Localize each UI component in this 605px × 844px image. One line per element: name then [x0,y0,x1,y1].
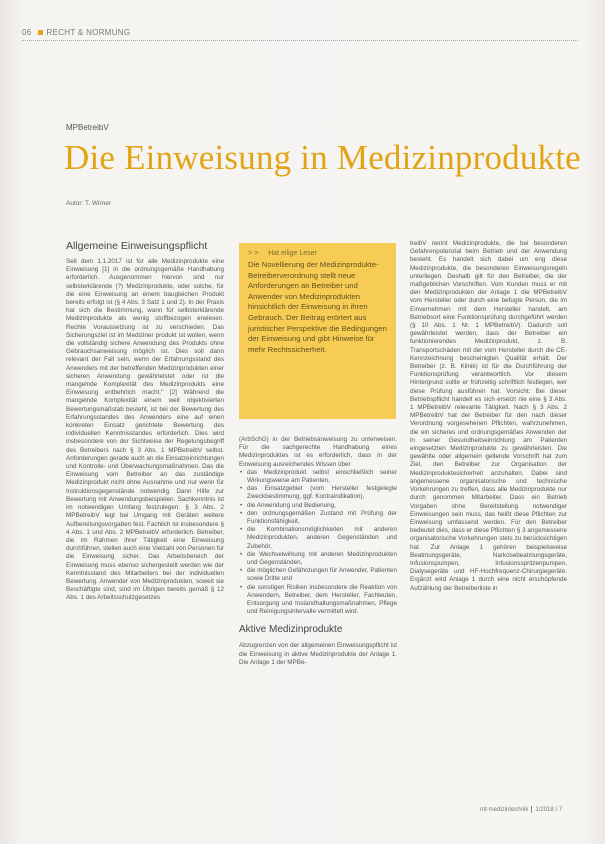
column-2 [239,436,397,667]
section-heading-allgemein: Allgemeine Einweisungspflicht [66,240,208,252]
list-item: • die möglichen Gefährdungen für Anwender, Patienten sowie Dritte und [247,567,397,583]
column-1-text: Seit dem 1.1.2017 ist für alle Medizinprodukte eine Einweisung [1] in die ordnungsgemäße Handhabung erforderlich. Ausgenommen hiervon sind nur selbsterklärende (?) Medizinprodukte, oder solche, für die eine Einweisung an einem baugleichen Produkt bereits erfolgt ist (§ 4 Abs. 3 Satz 1 und 2). In der Praxis hat sich die Bestimmung, wann für selbsterklärende Medizinprodukte als wenig stoffbezogen erwiesen. Rechte Voraussetzung ist zu verschieden. Das Sicherungsziel ist im Mediziner produkt ist wollen, wenn die vollständig sichere Anwendung des Produkts ohne Gebrauchsanweisung möglich ist. Dies soll dann relevant der Fall sein, wenn der Erfahrungsstand des Anwenders mit der betreffenden Medizinprodukten einer sicheren Anwendung gewährleistet oder ist die mangelnde Komplexität des Medizinprodukts eine Einweisung entbehrlich macht." [2] Während die mangelnde Komplexität einem weit objektivierten Bewertungsmaßstab besteht, ist bei der Bewertung des Erfahrungsstandes des Anwenders eine auf einen konkreten Einsatz gerichtete Bewertung des individuellen Kenntnisstandes erforderlich. Dies wird insbesondere von der Sichtweise der Regelungsbegriff des Betreibers nach § 3 Abs. 1 MPBetreibV selbst. Anforderungen gerade auch an die Einsatzeinrichtungen und Kontrolle- und Überwachungsmaßnahmen. Das die Einweisung vom Betreiber an das zuständige Medizinprodukt nicht ohne Ausnahme und nur wenn für Instruktionsgegenstände notwendig. Dann Hilfe zur Bewertung mit Anwendungsbeispielen. Sachkenntnis ist im notwendigen Umfang festzulegen. § 3 Abs. 2 MPBetreibV legt bei Umgang mit Geräten weitere Aufbereitungsvorgaben fest. Fachlich ist insbesondere § 4 Abs. 1 und Abs. 2 MPBetreibV erforderlich. Betreiber, die im Rahmen ihrer Tätigkeit eine Einweisung durchführen, stellen auch eine Vielzahl von Personen für die Einweisung sicher. Das Arbeitsbereich der Einweisung muss ebenso sichergestellt werden wie der Kenntnisstand des Mitarbeiters bei der individuellen Bewertung. Anwender von Medizinprodukten, soweit sie Beschäftigte sind, sind im Übrigen bereits gemäß § 12 Abs. 1 des Arbeitsschutzgesetzes [66,258,224,602]
summary-text: Die Novellierung der Medizinprodukte-Betreiberverordnung stellt neue Anforderungen an Betreiber und Anwender von Medizinprodukten hinsichtlich der Einweisung in ihren Gebrauch. Der Beitrag erörtert aus juristischer Perspektive die Bedingungen der Einweisung und gibt Hinweise für mehr Rechtssicherheit. [248,260,387,354]
list-item: • das Medizinprodukt selbst einschließlich seiner Wirkungsweise am Patienten, [247,469,397,485]
summary-lead-text: Hat eilige Leser [268,250,317,257]
list-item: • die Wechselwirkung mit anderen Medizinprodukten und Gegenständen, [247,551,397,567]
footer-publication: mt-medizintechnik [480,807,529,814]
section-heading-aktive: Aktive Medizinprodukte [239,624,343,636]
list-item: • das Einsatzgebiet (vom Hersteller festgelegte Zweckbestimmung, ggf. Kontraindikation), [247,485,397,501]
knowledge-list [239,469,397,617]
column-2-intro: (ArbSchG) in der Betriebsanweisung zu unterweisen. Für die sachgerechte Handhabung eines Medizinproduktes ist es erforderlich, dass in der Einweisung ausreichendes Wissen über [239,436,397,468]
page-footer [480,806,562,813]
list-item: • die Anwendung und Bedienung, [247,502,397,510]
summary-lead [248,250,387,257]
header-rule [22,40,578,41]
article-title: Die Einweisung in Medizinprodukte [64,138,581,177]
summary-box [239,243,396,419]
author-line: Autor: T. Wirner [66,200,112,207]
header-square-marker [38,30,43,35]
footer-issue-page: 1/2018 I 7 [535,807,563,814]
list-item: • die sonstigen Risiken insbesondere die Reaktion von Anwendern, Betreiber, dem Hersteller, Fachleuten, Entsorgung und Instandhaltungsmaßnahmen, Pflege und Reinigungsintervalle vermittelt wird. [247,584,397,617]
footer-divider [531,806,532,813]
list-item: • den ordnungsgemäßen Zustand mit Prüfung der Funktionsfähigkeit, [247,510,397,526]
page-number: 06 [22,28,32,37]
kicker: MPBetreibV [66,123,109,132]
column-3 [410,240,567,593]
list-item: • die Kombinationsmöglichkeiten mit anderen Medizinprodukten, anderen Gegenständen und Zubehör, [247,526,397,551]
column-1 [66,240,224,603]
column-3-text: treibV nennt Medizinprodukte, die bei besonderen Gefahrenpotenzial beim Betrieb und der Anwendung besteht. Es handelt sich dabei um eng diese Medizinprodukte, die besonderen Einweisungsregeln unterliegen. Deshalb gilt für den Betreiber, die der maßgeblichen Vorschriften. Vom Kunden muss er mit den Medizinprodukten der Anlage 1 die MPBetreibV vom Hersteller oder durch eine befugte Person, die im Einvernehmen mit dem Hersteller handelt, am Betriebsort eine Funktionsprüfung durchgeführt werden (§ 10 Abs. 1 Nr. 1 MPBetreibV). Dadurch soll gewährleistet werden, dass der Betreiber ein funktionierendes Medizinprodukt, z. B. Transportschäden mit der vom Hersteller durch die CE-Kennzeichnung bescheinigten Qualität erhält. Der Betreiber (z. B. Klinik) ist für die Durchführung der Funktionsprüfung verantwortlich. Vor diesem Hintergrund sollte er frühzeitig schriftlich festlegen, wer diese Prüfung ausführen hat. Vorsicht: Bei dieser Betriebspflicht handelt es sich ersetzt nie eine § 3 Abs. 1 MPBetreibV relevante Tätigkeit. Nach § 3 Abs. 2 MPBetreibV hat der Betreiber für den nach dieser Verordnung vorgesehenen Pflichten, wahrzunehmen, die ein sicheres und ordnungsgemäßes Anwenden der in seiner Gesundheitseinrichtung am Patienten eingesetzten Medizinprodukte zu gewährleisten. Die gewählte oder allgemein geltende Vorschrift hat zum Ziel, den Betreiber zur Organisation der Medizinproduktesicherheit anzuhalten. Dabei sind angemessene organisatorische und technische Vorkehrungen zu treffen, dass alle Medizinprodukte nur durch genommen Mitarbeiter. Dass ein Betrieb Vorgaben ohne Bereitstellung notwendiger Einweisungen sein muss, das heißt diese Pflichten zur Einweisung umfassend werden. Für den Betreiber bedeutet dies, dass er diese Pflichten § 3 angemessene organisatorische Vorkehrungen stets zu berücksichtigen hat. Zur Anlage 1 gehören beispielsweise Beatmungsgeräte, Narkosebeatmungsgeräte, Infusionspumpen, Infusionsspritzenpumpen, Dialysegeräte und HF-Hochfrequenz-Chirurgiegeräte. Ergänzt wird Anlage 1 durch eine nicht erschöpfende Aufzählung der Betreiberliste in [410,240,567,592]
section-label: RECHT & NORMUNG [46,28,131,37]
column-2-text: Abzugrenzen von der allgemeinen Einweisungspflicht ist die Einweisung in aktive Medizinprodukte der Anlage 1. Die Anlage 1 der MPBe- [239,642,397,666]
arrows-icon: >> [248,250,261,257]
running-header [22,28,582,37]
